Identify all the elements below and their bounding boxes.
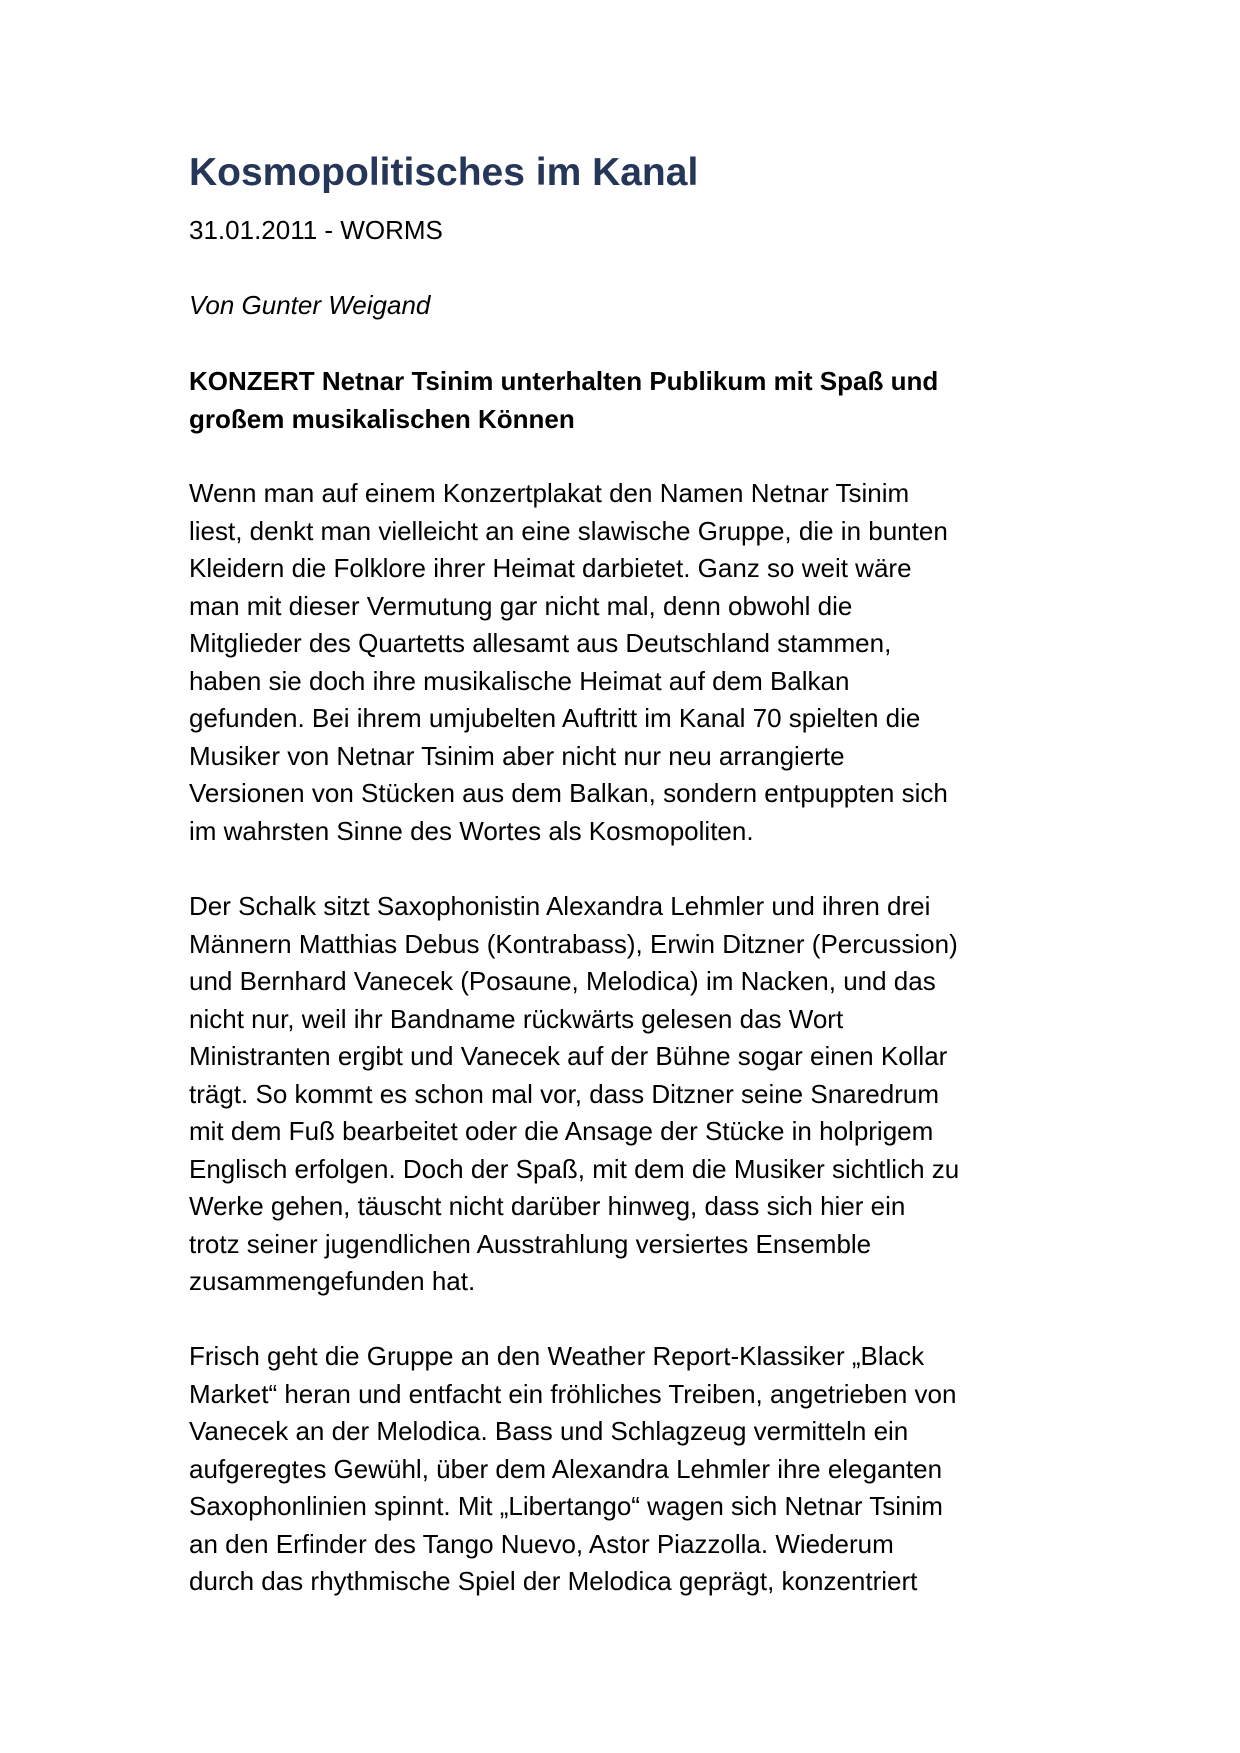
text-line: mit dem Fuß bearbeitet oder die Ansage der Stücke in holprigem [189, 1116, 934, 1146]
text-line: aufgeregtes Gewühl, über dem Alexandra Lehmler ihre eleganten [189, 1453, 943, 1484]
article-paragraph-2 [189, 888, 959, 1301]
text-line: man mit dieser Vermutung gar nicht mal, denn obwohl die [189, 590, 853, 621]
text-line: Frisch geht die Gruppe an den Weather Report-Klassiker „Black [189, 1341, 925, 1371]
text-line: Wenn man auf einem Konzertplakat den Namen Netnar Tsinim [189, 478, 910, 508]
article-dateline: 31.01.2011 - WORMS [189, 215, 443, 245]
text-line: Kleidern die Folklore ihrer Heimat darbietet. Ganz so weit wäre [189, 553, 912, 583]
text-line: Werke gehen, täuscht nicht darüber hinweg, dass sich hier ein [189, 1191, 906, 1221]
article-title: Kosmopolitisches im Kanal [189, 151, 699, 194]
text-line: zusammengefunden hat. [189, 1266, 476, 1296]
text-line: Musiker von Netnar Tsinim aber nicht nur neu arrangierte [189, 740, 845, 771]
text-line: trägt. So kommt es schon mal vor, dass Ditzner seine Snaredrum [189, 1078, 939, 1109]
text-line: Saxophonlinien spinnt. Mit „Libertango“ wagen sich Netnar Tsinim [189, 1491, 943, 1521]
text-line: an den Erfinder des Tango Nuevo, Astor Piazzolla. Wiederum [189, 1528, 894, 1559]
text-line: Mitglieder des Quartetts allesamt aus Deutschland stammen, [189, 628, 892, 658]
text-line: und Bernhard Vanecek (Posaune, Melodica) im Nacken, und das [189, 966, 936, 996]
article-paragraph-3 [189, 1338, 956, 1601]
text-line: gefunden. Bei ihrem umjubelten Auftritt im Kanal 70 spielten die [189, 703, 921, 733]
text-line: Market“ heran und entfacht ein fröhliches Treiben, angetrieben von [189, 1378, 957, 1409]
subheadline-line: KONZERT Netnar Tsinim unterhalten Publikum mit Spaß und [189, 366, 939, 396]
text-line: haben sie doch ihre musikalische Heimat auf dem Balkan [189, 665, 850, 696]
text-line: liest, denkt man vielleicht an eine slawische Gruppe, die in bunten [189, 515, 948, 546]
text-line: nicht nur, weil ihr Bandname rückwärts gelesen das Wort [189, 1003, 844, 1034]
subheadline-line: großem musikalischen Können [189, 403, 575, 434]
text-line: Männern Matthias Debus (Kontrabass), Erwin Ditzner (Percussion) [189, 928, 958, 959]
text-line: Ministranten ergibt und Vanecek auf der Bühne sogar einen Kollar [189, 1041, 948, 1071]
text-line: Englisch erfolgen. Doch der Spaß, mit dem die Musiker sichtlich zu [189, 1153, 960, 1184]
text-line: Vanecek an der Melodica. Bass und Schlagzeug vermitteln ein [189, 1416, 909, 1446]
article-byline: Von Gunter Weigand [189, 290, 431, 320]
article-paragraph-1 [189, 475, 948, 850]
article-subheadline [189, 363, 938, 438]
text-line: Der Schalk sitzt Saxophonistin Alexandra Lehmler und ihren drei [189, 891, 931, 921]
text-line: durch das rhythmische Spiel der Melodica geprägt, konzentriert [189, 1566, 918, 1596]
text-line: im wahrsten Sinne des Wortes als Kosmopoliten. [189, 815, 754, 846]
text-line: trotz seiner jugendlichen Ausstrahlung versiertes Ensemble [189, 1228, 872, 1259]
text-line: Versionen von Stücken aus dem Balkan, sondern entpuppten sich [189, 778, 948, 808]
